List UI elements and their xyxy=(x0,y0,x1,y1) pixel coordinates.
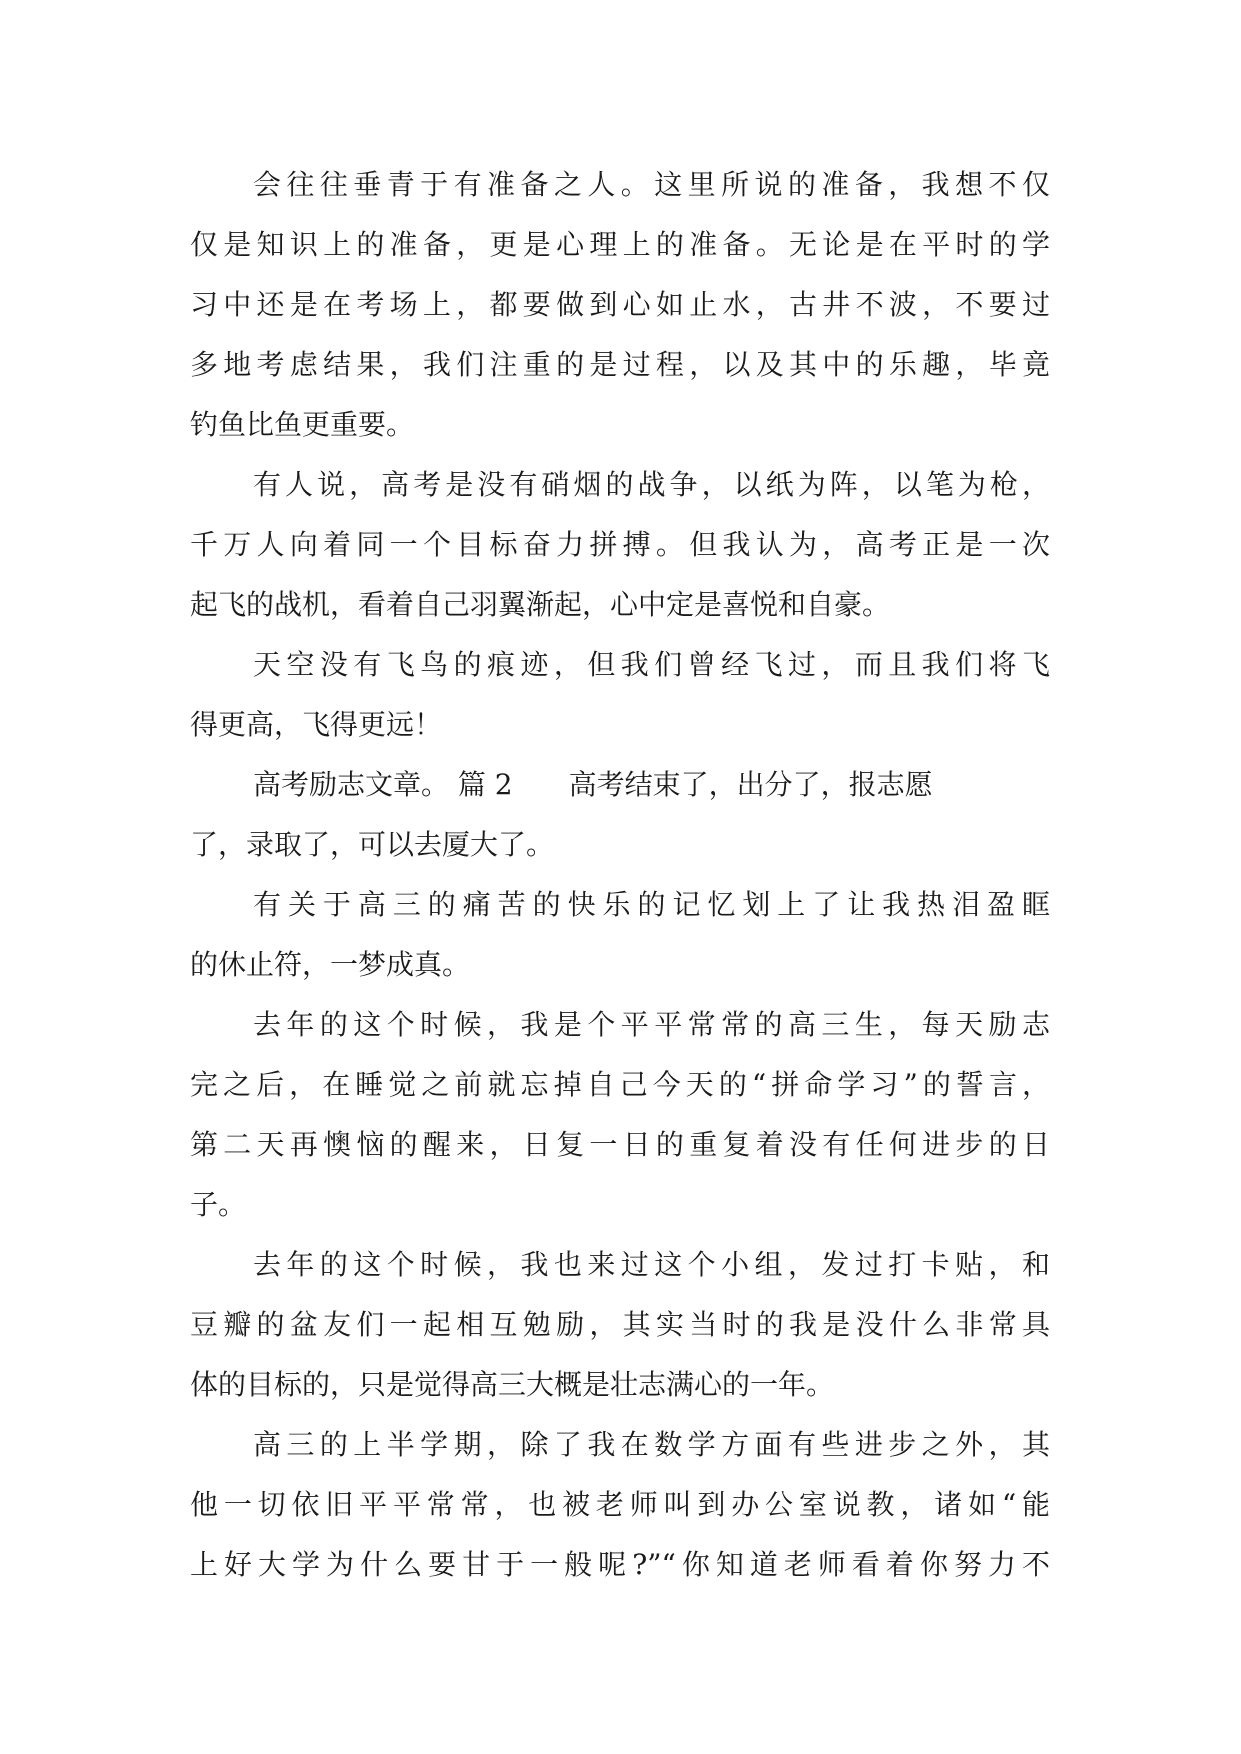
text-line: 去年的这个时候，我也来过这个小组，发过打卡贴，和 xyxy=(253,1248,1050,1281)
text-line: 第二天再懊恼的醒来，日复一日的重复着没有任何进步的日 xyxy=(190,1128,1050,1161)
text-line: 体的目标的，只是觉得高三大概是壮志满心的一年。 xyxy=(190,1368,835,1401)
text-line: 起飞的战机，看着自己羽翼渐起，心中定是喜悦和自豪。 xyxy=(190,588,891,621)
text-line: 去年的这个时候，我是个平平常常的高三生，每天励志 xyxy=(253,1008,1050,1041)
text-line: 上好大学为什么要甘于一般呢?”“你知道老师看着你努力不 xyxy=(190,1548,1050,1581)
text-line: 有人说，高考是没有硝烟的战争，以纸为阵，以笔为枪， xyxy=(253,468,1050,501)
text-line: 得更高，飞得更远！ xyxy=(190,708,443,741)
text-line: 完之后，在睡觉之前就忘掉自己今天的“拼命学习”的誓言， xyxy=(190,1068,1050,1101)
text-line: 会往往垂青于有准备之人。这里所说的准备，我想不仅 xyxy=(253,168,1050,201)
text-line: 习中还是在考场上，都要做到心如止水，古井不波，不要过 xyxy=(190,288,1050,321)
text-line: 千万人向着同一个目标奋力拼搏。但我认为，高考正是一次 xyxy=(190,528,1050,561)
text-line: 仅是知识上的准备，更是心理上的准备。无论是在平时的学 xyxy=(190,228,1050,261)
section-heading: 高考励志文章。 篇 2 xyxy=(253,768,513,801)
text-line: 钓鱼比鱼更重要。 xyxy=(190,408,415,441)
text-line xyxy=(190,755,1050,815)
text-line: 的休止符，一梦成真。 xyxy=(190,948,471,981)
text-line: 有关于高三的痛苦的快乐的记忆划上了让我热泪盈眶 xyxy=(253,888,1050,921)
text-line: 豆瓣的盆友们一起相互勉励，其实当时的我是没什么非常具 xyxy=(190,1308,1050,1341)
text-line: 子。 xyxy=(190,1188,247,1221)
text-segment: 高考结束了，出分了，报志愿 xyxy=(568,768,933,801)
text-line: 高三的上半学期，除了我在数学方面有些进步之外，其 xyxy=(253,1428,1050,1461)
text-line: 了，录取了，可以去厦大了。 xyxy=(190,828,555,861)
text-line: 他一切依旧平平常常，也被老师叫到办公室说教，诸如“能 xyxy=(190,1488,1050,1521)
text-line: 天空没有飞鸟的痕迹，但我们曾经飞过，而且我们将飞 xyxy=(253,648,1050,681)
body-text xyxy=(190,155,1050,1595)
text-line: 多地考虑结果，我们注重的是过程，以及其中的乐趣，毕竟 xyxy=(190,348,1050,381)
